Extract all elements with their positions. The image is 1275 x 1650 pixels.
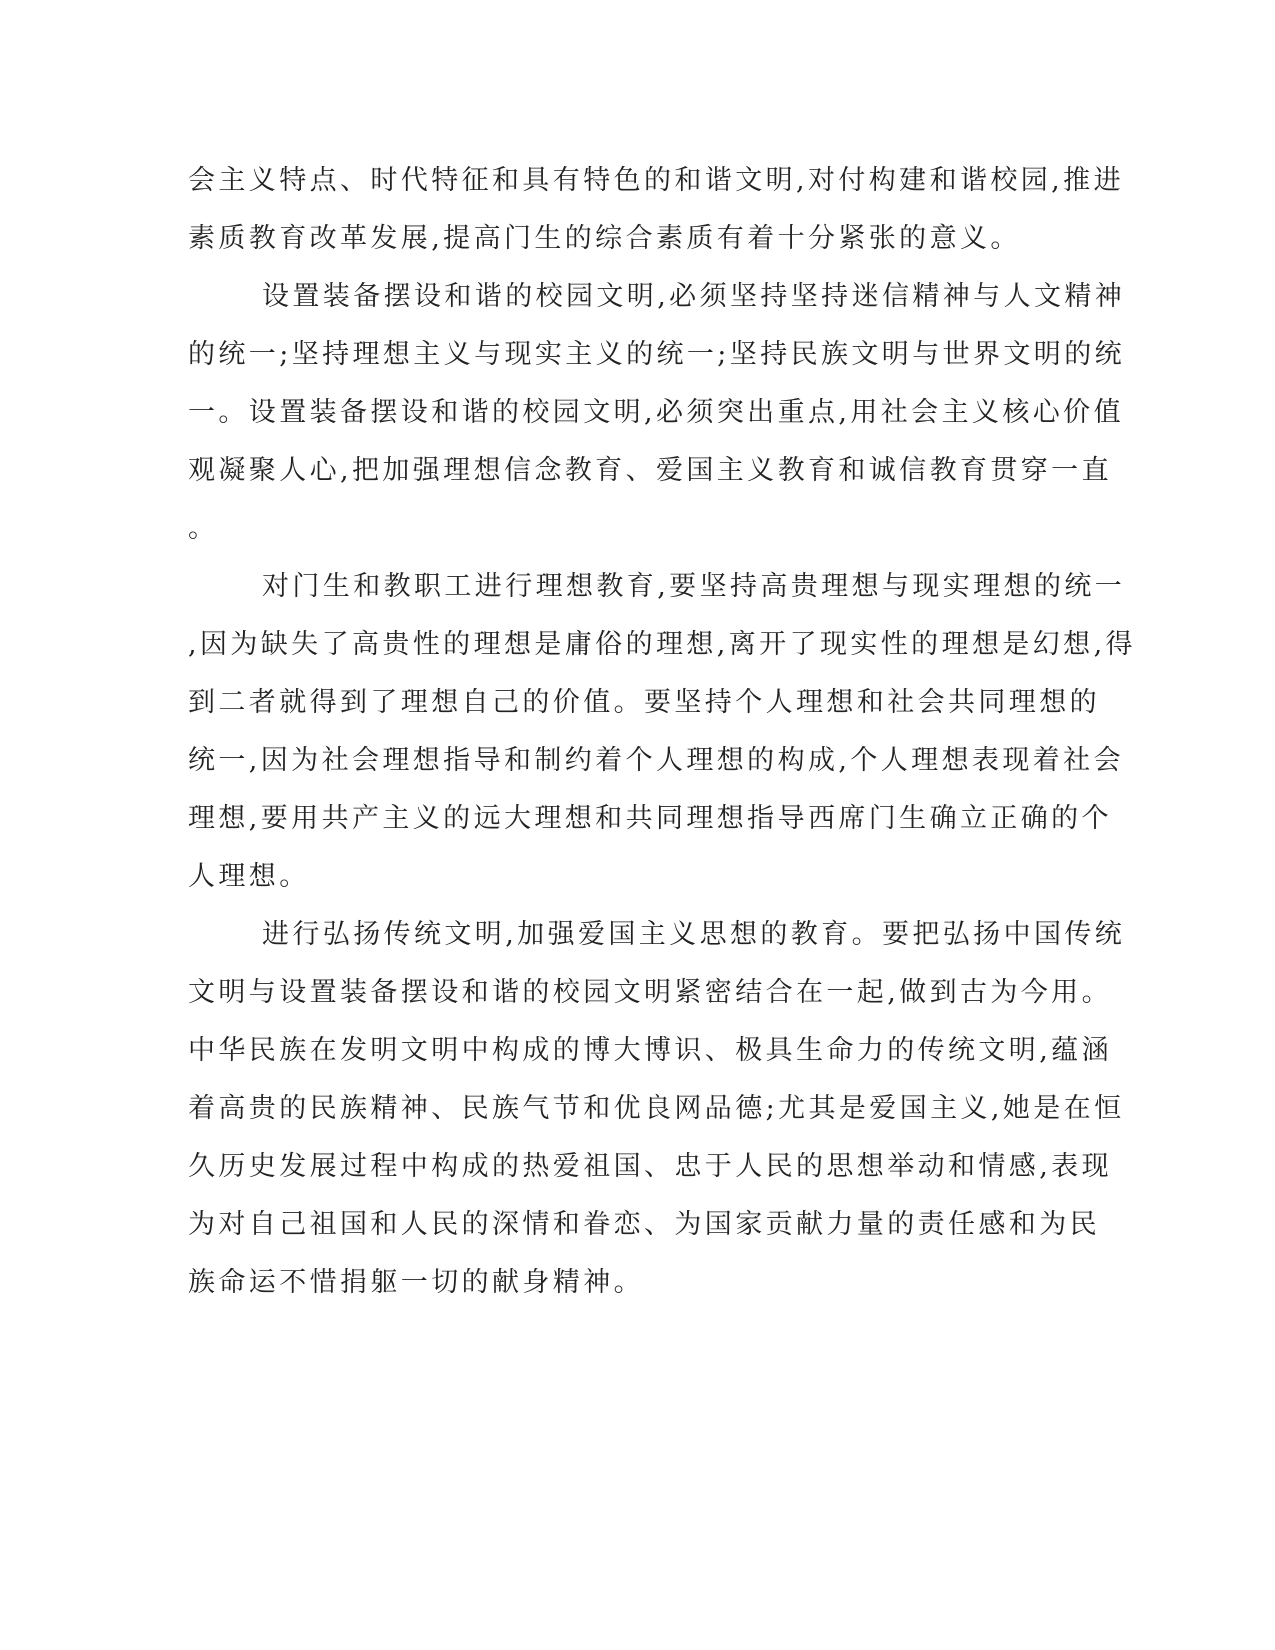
text-line: 一。设置装备摆设和谐的校园文明,必须突出重点,用社会主义核心价值	[188, 397, 1124, 428]
text-line: 观凝聚人心,把加强理想信念教育、爱国主义教育和诚信教育贯穿一直	[188, 455, 1112, 486]
text-line: ,因为缺失了高贵性的理想是庸俗的理想,离开了现实性的理想是幻想,得	[188, 629, 1136, 660]
text-line: 族命运不惜捐躯一切的献身精神。	[188, 1267, 644, 1298]
paragraph-4	[188, 906, 1126, 1312]
text-line: 到二者就得到了理想自己的价值。要坚持个人理想和社会共同理想的	[188, 687, 1100, 718]
text-line: 素质教育改革发展,提高门生的综合素质有着十分紧张的意义。	[188, 223, 1021, 254]
text-line: 对门生和教职工进行理想教育,要坚持高贵理想与现实理想的统一	[262, 571, 1126, 602]
text-line: 设置装备摆设和谐的校园文明,必须坚持坚持迷信精神与人文精神	[262, 281, 1126, 312]
text-line: 文明与设置装备摆设和谐的校园文明紧密结合在一起,做到古为今用。	[188, 977, 1112, 1008]
text-line: 进行弘扬传统文明,加强爱国主义思想的教育。要把弘扬中国传统	[262, 919, 1126, 950]
text-line: 久历史发展过程中构成的热爱祖国、忠于人民的思想举动和情感,表现	[188, 1151, 1112, 1182]
text-line: 会主义特点、时代特征和具有特色的和谐文明,对付构建和谐校园,推进	[188, 165, 1124, 196]
paragraph-3	[188, 558, 1136, 906]
paragraph-1	[188, 152, 1124, 268]
text-line: 统一,因为社会理想指导和制约着个人理想的构成,个人理想表现着社会	[188, 745, 1124, 776]
text-line: 着高贵的民族精神、民族气节和优良网品德;尤其是爱国主义,她是在恒	[188, 1093, 1125, 1124]
text-line: 理想,要用共产主义的远大理想和共同理想指导西席门生确立正确的个	[188, 803, 1112, 834]
paragraph-2	[188, 268, 1126, 558]
text-line: 为对自己祖国和人民的深情和眷恋、为国家贡献力量的责任感和为民	[188, 1209, 1100, 1240]
text-line: 的统一;坚持理想主义与现实主义的统一;坚持民族文明与世界文明的统	[188, 339, 1125, 370]
body-text	[188, 152, 1136, 1312]
text-line: 人理想。	[188, 861, 310, 892]
text-line: 。	[188, 513, 219, 544]
text-line: 中华民族在发明文明中构成的博大博识、极具生命力的传统文明,蕴涵	[188, 1035, 1112, 1066]
